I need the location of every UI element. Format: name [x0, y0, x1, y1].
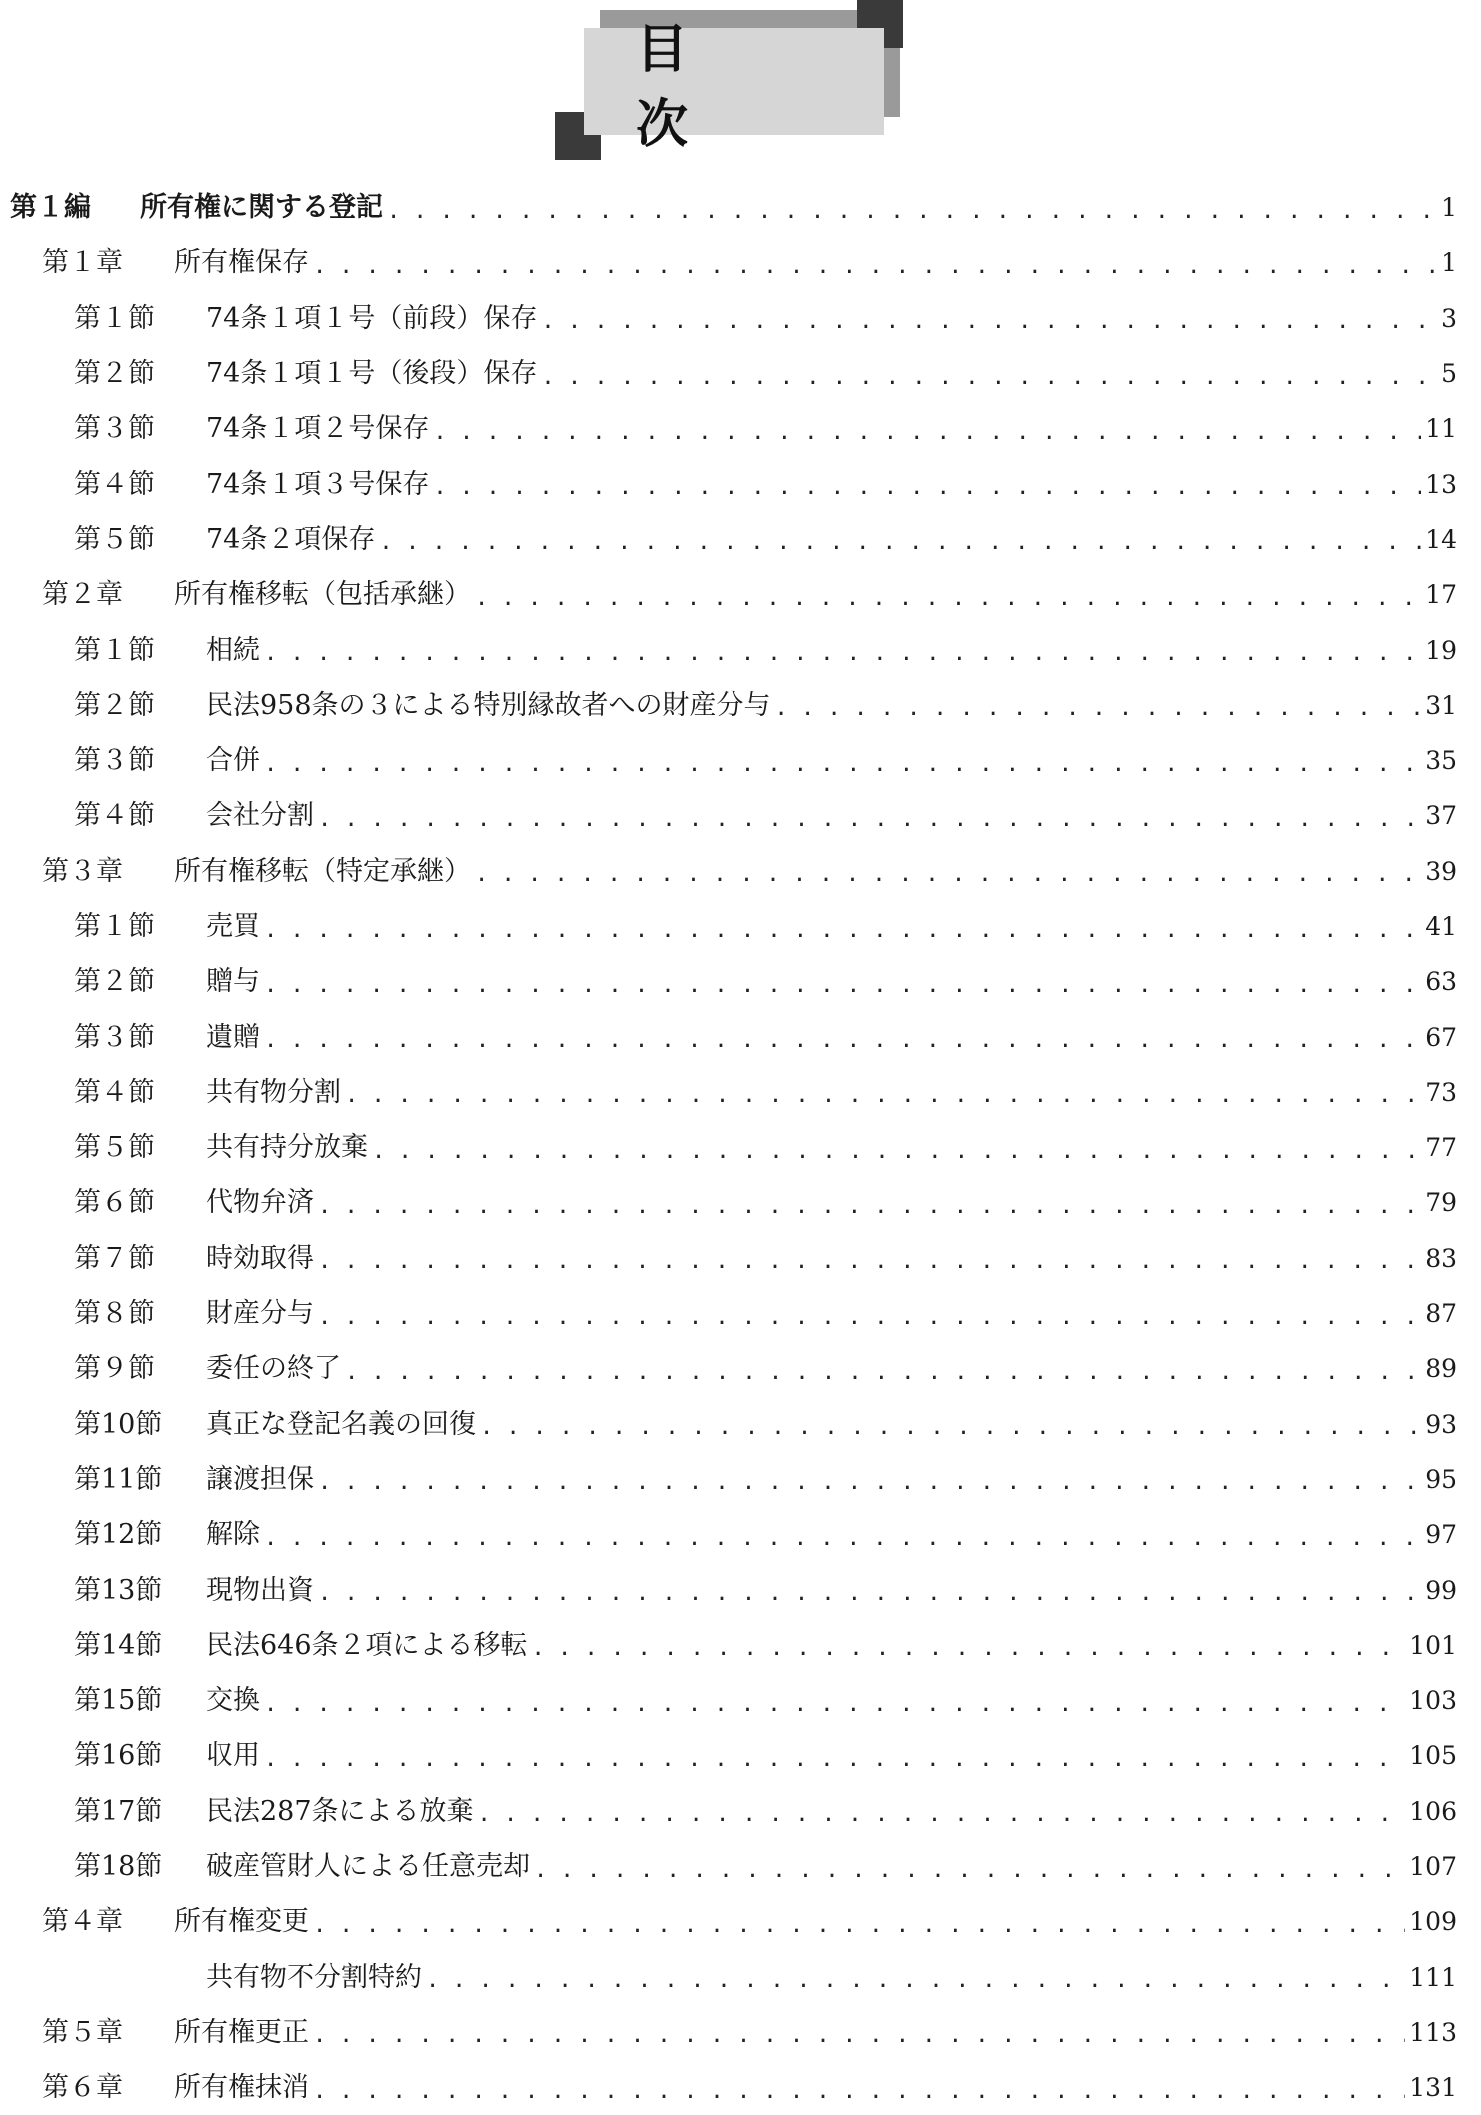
toc-entry-number: 第４節 — [74, 800, 155, 832]
toc-entry-page-number: 79 — [1425, 1188, 1457, 1218]
toc-entry-page-number: 83 — [1425, 1243, 1457, 1273]
toc-entry-number: 第４節 — [74, 1076, 155, 1108]
toc-entry-page-number: 67 — [1425, 1022, 1457, 1052]
toc-entry-number: 第２節 — [74, 689, 155, 721]
toc-leader-dots — [264, 1030, 1421, 1052]
toc-entry-title: 時効取得 — [206, 1242, 314, 1274]
toc-leader-dots — [313, 2081, 1405, 2103]
toc-entry-title: 売買 — [206, 911, 260, 942]
toc-entry-title: 共有物分割 — [206, 1076, 341, 1108]
toc-entry-number: 第17節 — [74, 1795, 163, 1827]
toc-entry-title: 所有権移転（特定承継） — [174, 855, 471, 887]
toc-entry-section[interactable] — [0, 1065, 1481, 1120]
toc-entry-page-number: 41 — [1425, 912, 1457, 941]
toc-entry-section[interactable] — [0, 1231, 1481, 1286]
toc-entry-page-number: 107 — [1409, 1852, 1457, 1882]
toc-leader-dots — [264, 754, 1421, 776]
toc-entry-page-number: 3 — [1441, 303, 1457, 333]
toc-entry-section[interactable] — [0, 1618, 1481, 1673]
toc-entry-title: 遺贈 — [206, 1021, 260, 1053]
toc-entry-number: 第１節 — [74, 302, 155, 334]
toc-leader-dots — [264, 643, 1421, 665]
toc-entry-section[interactable] — [0, 1784, 1481, 1839]
toc-entry-number: 第６章 — [42, 2072, 123, 2104]
title-badge-plate — [584, 19, 884, 155]
toc-entry-title: 74条１項３号保存 — [206, 468, 430, 500]
toc-entry-section[interactable] — [0, 1175, 1481, 1230]
toc-leader-dots — [313, 256, 1437, 278]
toc-entry-page-number: 1 — [1441, 248, 1457, 278]
toc-entry-title: 民法646条２項による移転 — [206, 1629, 528, 1661]
toc-leader-dots — [313, 2025, 1405, 2047]
toc-entry-title: 所有権移転（包括承継） — [174, 579, 471, 611]
toc-leader-dots — [433, 477, 1421, 499]
toc-entry-number: 第12節 — [74, 1519, 163, 1551]
toc-entry-page-number: 35 — [1425, 746, 1457, 776]
toc-entry-section[interactable] — [0, 899, 1481, 954]
toc-entry-number: 第１節 — [74, 911, 155, 942]
toc-entry-section[interactable] — [0, 1397, 1481, 1452]
toc-entry-page-number: 99 — [1425, 1575, 1457, 1605]
toc-entry-number: 第13節 — [74, 1574, 163, 1606]
toc-entry-section[interactable] — [0, 788, 1481, 843]
toc-entry-page-number: 106 — [1409, 1796, 1457, 1826]
toc-entry-title: 所有権に関する登記 — [140, 192, 383, 224]
toc-leader-dots — [480, 1417, 1421, 1439]
toc-entry-section[interactable] — [0, 678, 1481, 733]
toc-leader-dots — [264, 1694, 1405, 1716]
toc-entry-title: 74条１項１号（前段）保存 — [206, 302, 538, 334]
toc-entry-page-number: 95 — [1425, 1464, 1457, 1494]
toc-entry-number: 第15節 — [74, 1685, 163, 1717]
toc-entry-chapter[interactable] — [0, 235, 1481, 290]
toc-entry-title: 相続 — [206, 634, 260, 666]
toc-entry-number: 第８節 — [74, 1298, 155, 1330]
toc-entry-title: 現物出資 — [206, 1574, 314, 1606]
toc-entry-section[interactable] — [0, 291, 1481, 346]
toc-entry-chapter[interactable] — [0, 2005, 1481, 2060]
toc-entry-page-number: 89 — [1425, 1354, 1457, 1384]
toc-entry-section[interactable] — [0, 456, 1481, 511]
toc-entry-title: 所有権保存 — [174, 247, 309, 279]
toc-entry-number: 第２節 — [74, 966, 155, 998]
toc-leader-dots — [318, 1251, 1421, 1273]
toc-entry-page-number: 19 — [1425, 635, 1457, 665]
toc-entry-title: 真正な登記名義の回復 — [206, 1408, 476, 1440]
toc-entry-number: 第４章 — [42, 1906, 123, 1938]
toc-leader-dots — [534, 1860, 1405, 1882]
toc-leader-dots — [475, 864, 1421, 886]
toc-entry-number: 第５章 — [42, 2016, 123, 2048]
toc-entry-section[interactable] — [0, 733, 1481, 788]
toc-entry-page-number: 31 — [1425, 690, 1457, 720]
toc-entry-title: 収用 — [206, 1740, 260, 1772]
toc-entry-page-number: 97 — [1425, 1520, 1457, 1550]
toc-leader-dots — [313, 1915, 1405, 1937]
toc-entry-sub[interactable] — [0, 1950, 1481, 2005]
toc-entry-number: 第３節 — [74, 1021, 155, 1053]
title-badge — [555, 0, 910, 160]
toc-entry-number: 第３節 — [74, 745, 155, 777]
toc-leader-dots — [345, 1362, 1421, 1384]
toc-entry-title: 合併 — [206, 745, 260, 777]
toc-leader-dots — [264, 975, 1421, 997]
toc-leader-dots — [264, 1749, 1405, 1771]
toc-entry-number: 第16節 — [74, 1740, 163, 1772]
toc-leader-dots — [318, 1307, 1421, 1329]
toc-entry-section[interactable] — [0, 1341, 1481, 1396]
toc-entry-section[interactable] — [0, 1562, 1481, 1617]
toc-leader-dots — [318, 809, 1421, 831]
toc-leader-dots — [478, 1804, 1406, 1826]
toc-entry-page-number: 63 — [1425, 967, 1457, 997]
toc-entry-page-number: 109 — [1409, 1907, 1457, 1937]
toc-entry-number: 第18節 — [74, 1851, 163, 1883]
toc-entry-page-number: 37 — [1425, 801, 1457, 831]
toc-entry-page-number: 1 — [1441, 193, 1457, 223]
toc-entry-number: 第４節 — [74, 468, 155, 500]
toc-entry-page-number: 131 — [1409, 2073, 1457, 2103]
toc-entry-page-number: 87 — [1425, 1299, 1457, 1329]
toc-entry-page-number: 13 — [1425, 469, 1457, 499]
toc-entry-number: 第９節 — [74, 1353, 155, 1385]
toc-entry-number: 第３章 — [42, 855, 123, 887]
toc-entry-section[interactable] — [0, 954, 1481, 1009]
toc-entry-part[interactable] — [0, 180, 1481, 235]
toc-leader-dots — [318, 1196, 1421, 1218]
toc-entry-page-number: 105 — [1409, 1741, 1457, 1771]
toc-entry-title: 74条１項１号（後段）保存 — [206, 358, 538, 390]
toc-entry-title: 破産管財人による任意売却 — [206, 1851, 530, 1883]
toc-entry-page-number: 39 — [1425, 856, 1457, 886]
toc-entry-section[interactable] — [0, 1728, 1481, 1783]
toc-entry-number: 第１章 — [42, 247, 123, 279]
toc-entry-section[interactable] — [0, 1452, 1481, 1507]
table-of-contents — [0, 180, 1481, 2115]
toc-entry-title: 民法287条による放棄 — [206, 1795, 474, 1827]
toc-entry-number: 第14節 — [74, 1629, 163, 1661]
toc-entry-title: 会社分割 — [206, 800, 314, 832]
toc-entry-page-number: 14 — [1425, 524, 1457, 554]
toc-entry-chapter[interactable] — [0, 1894, 1481, 1949]
toc-entry-page-number: 11 — [1425, 414, 1457, 444]
toc-entry-page-number: 93 — [1425, 1409, 1457, 1439]
toc-leader-dots — [775, 698, 1422, 720]
toc-entry-title: 74条１項２号保存 — [206, 413, 430, 445]
toc-entry-page-number: 73 — [1425, 1077, 1457, 1107]
toc-leader-dots — [541, 367, 1437, 389]
toc-leader-dots — [345, 1085, 1421, 1107]
toc-entry-number: 第１編 — [10, 192, 91, 224]
toc-entry-section[interactable] — [0, 1839, 1481, 1894]
toc-entry-title: 贈与 — [206, 966, 260, 998]
toc-entry-number: 第５節 — [74, 523, 155, 555]
toc-entry-title: 財産分与 — [206, 1298, 314, 1330]
toc-leader-dots — [379, 532, 1421, 554]
toc-entry-number: 第11節 — [74, 1463, 163, 1495]
toc-entry-title: 所有権抹消 — [174, 2072, 309, 2104]
page-title: 目 次 — [636, 19, 845, 155]
toc-leader-dots — [387, 201, 1437, 223]
toc-entry-title: 交換 — [206, 1685, 260, 1717]
toc-entry-number: 第５節 — [74, 1132, 155, 1164]
toc-entry-page-number: 111 — [1409, 1962, 1457, 1992]
toc-entry-section[interactable] — [0, 346, 1481, 401]
toc-entry-number: 第２節 — [74, 358, 155, 390]
toc-entry-section[interactable] — [0, 1673, 1481, 1728]
toc-entry-title: 委任の終了 — [206, 1353, 341, 1385]
toc-leader-dots — [264, 1528, 1421, 1550]
toc-entry-chapter[interactable] — [0, 844, 1481, 899]
toc-entry-number: 第10節 — [74, 1408, 163, 1440]
toc-leader-dots — [372, 1141, 1421, 1163]
toc-entry-section[interactable] — [0, 622, 1481, 677]
toc-entry-section[interactable] — [0, 512, 1481, 567]
toc-leader-dots — [532, 1638, 1406, 1660]
toc-entry-number: 第２章 — [42, 579, 123, 611]
toc-leader-dots — [541, 311, 1437, 333]
toc-entry-title: 共有持分放棄 — [206, 1132, 368, 1164]
toc-entry-title: 解除 — [206, 1519, 260, 1551]
toc-entry-section[interactable] — [0, 1009, 1481, 1064]
toc-entry-title: 民法958条の３による特別縁故者への財産分与 — [206, 689, 771, 721]
toc-entry-page-number: 77 — [1425, 1133, 1457, 1163]
toc-entry-number: 第６節 — [74, 1187, 155, 1219]
toc-entry-number: 第１節 — [74, 634, 155, 666]
toc-leader-dots — [264, 920, 1421, 942]
toc-entry-title: 共有物不分割特約 — [206, 1961, 422, 1993]
toc-leader-dots — [433, 422, 1421, 444]
toc-entry-title: 74条２項保存 — [206, 523, 376, 555]
toc-entry-title: 所有権更正 — [174, 2016, 309, 2048]
toc-entry-number: 第３節 — [74, 413, 155, 445]
toc-leader-dots — [318, 1472, 1421, 1494]
toc-entry-number: 第７節 — [74, 1242, 155, 1274]
toc-entry-section[interactable] — [0, 1286, 1481, 1341]
toc-entry-section[interactable] — [0, 1507, 1481, 1562]
toc-entry-chapter[interactable] — [0, 2060, 1481, 2115]
toc-leader-dots — [475, 588, 1421, 610]
toc-entry-section[interactable] — [0, 401, 1481, 456]
toc-entry-page-number: 113 — [1409, 2017, 1457, 2047]
toc-entry-chapter[interactable] — [0, 567, 1481, 622]
toc-leader-dots — [318, 1583, 1421, 1605]
toc-entry-page-number: 5 — [1441, 359, 1457, 389]
toc-leader-dots — [426, 1970, 1405, 1992]
toc-entry-title: 所有権変更 — [174, 1906, 309, 1938]
toc-entry-page-number: 101 — [1409, 1630, 1457, 1660]
toc-entry-section[interactable] — [0, 1120, 1481, 1175]
toc-entry-page-number: 17 — [1425, 580, 1457, 610]
toc-entry-title: 譲渡担保 — [206, 1463, 314, 1495]
toc-entry-page-number: 103 — [1409, 1686, 1457, 1716]
toc-entry-title: 代物弁済 — [206, 1187, 314, 1219]
